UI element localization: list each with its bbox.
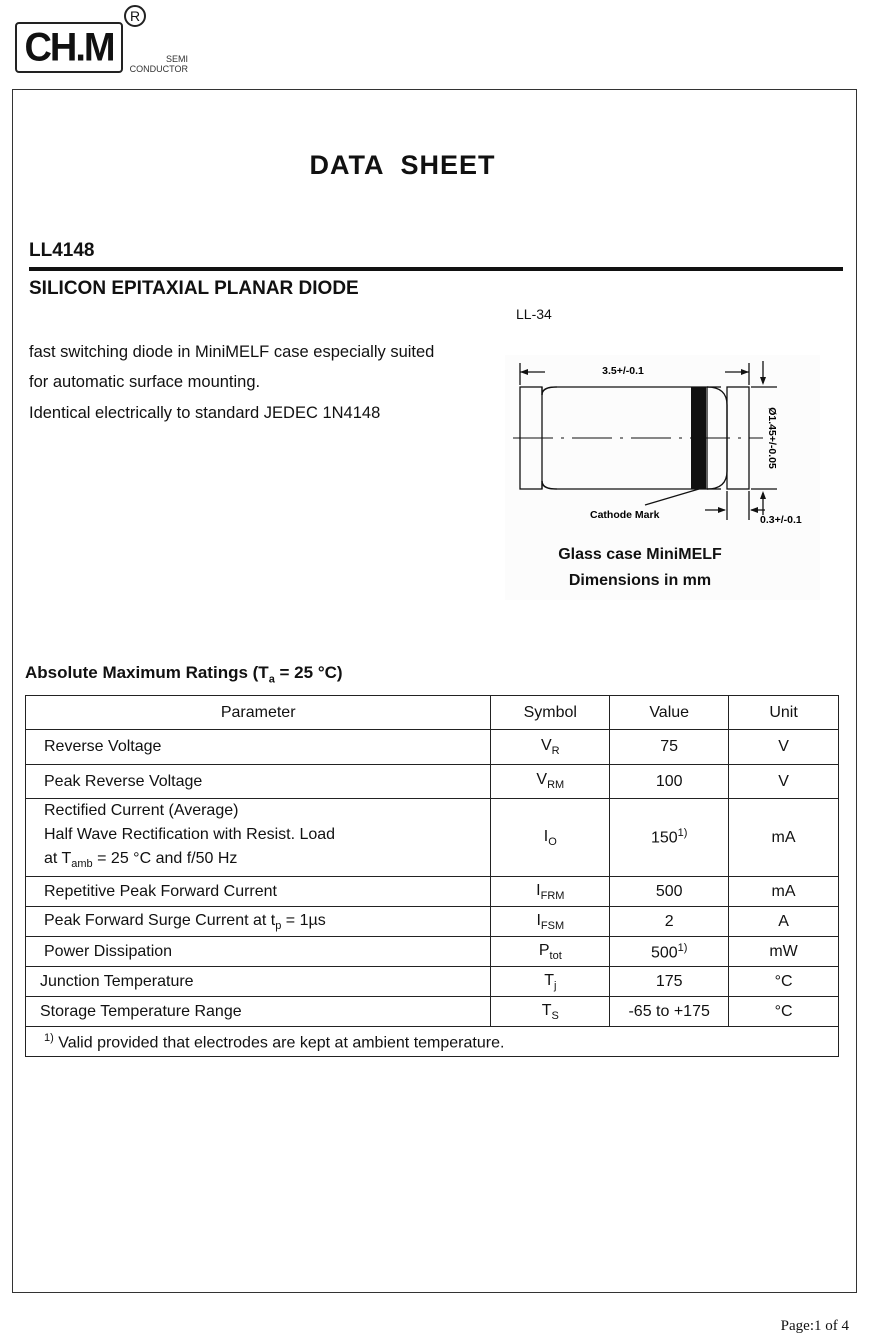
cathode-mark-label: Cathode Mark bbox=[590, 509, 660, 521]
param-text: at T bbox=[44, 850, 72, 867]
logo-sub-conductor: CONDUCTOR bbox=[129, 64, 188, 74]
package-label: LL-34 bbox=[516, 306, 552, 322]
symbol-sub: RM bbox=[547, 779, 565, 792]
footnote-cell bbox=[26, 1027, 839, 1057]
symbol-cell bbox=[491, 799, 610, 877]
symbol: V bbox=[536, 771, 548, 789]
symbol: I bbox=[536, 911, 541, 929]
table-footnote-row bbox=[26, 1027, 839, 1057]
footnote-mark: 1) bbox=[677, 827, 688, 840]
diameter-dimension: Ø1.45+/-0.05 bbox=[766, 407, 778, 469]
param-cell: Repetitive Peak Forward Current bbox=[26, 877, 491, 907]
company-logo bbox=[15, 22, 123, 73]
symbol-cell bbox=[491, 997, 610, 1027]
param-text: Peak Forward Surge Current at t bbox=[44, 911, 276, 929]
param-line: Rectified Current (Average) bbox=[44, 802, 239, 819]
table-row bbox=[26, 877, 839, 907]
unit-cell: V bbox=[729, 730, 839, 765]
unit-cell: V bbox=[729, 765, 839, 799]
symbol-sub: S bbox=[551, 1009, 559, 1022]
symbol-sub: FSM bbox=[540, 919, 565, 932]
symbol: I bbox=[543, 827, 549, 845]
registered-mark: R bbox=[124, 5, 146, 27]
param-text: = 1µs bbox=[281, 911, 326, 929]
symbol-cell bbox=[491, 937, 610, 967]
title-rule bbox=[29, 267, 843, 271]
end-dimension: 0.3+/-0.1 bbox=[760, 514, 802, 526]
cathode-band bbox=[691, 387, 706, 489]
footnote-mark: 1) bbox=[44, 1031, 54, 1044]
table-row bbox=[26, 765, 839, 799]
value-cell: 75 bbox=[610, 730, 729, 765]
page-number: Page:1 of 4 bbox=[780, 1318, 849, 1334]
symbol-sub: j bbox=[553, 979, 557, 992]
header-value: Value bbox=[610, 696, 729, 730]
table-row bbox=[26, 967, 839, 997]
description-line-1: fast switching diode in MiniMELF case especially suited bbox=[29, 343, 435, 361]
ratings-table bbox=[25, 695, 839, 1057]
param-cell bbox=[26, 799, 491, 877]
header-symbol: Symbol bbox=[491, 696, 610, 730]
value-cell bbox=[610, 799, 729, 877]
ratings-title-post: = 25 °C) bbox=[274, 663, 343, 682]
value-cell: 2 bbox=[610, 907, 729, 937]
glass-body bbox=[542, 387, 707, 489]
unit-cell: mW bbox=[729, 937, 839, 967]
symbol-sub: FRM bbox=[540, 889, 565, 902]
param-cell bbox=[26, 907, 491, 937]
logo-sub-semi: SEMI bbox=[165, 54, 188, 64]
symbol: V bbox=[541, 736, 552, 754]
param-cell: Storage Temperature Range bbox=[26, 997, 491, 1027]
footnote-text: Valid provided that electrodes are kept at ambient temperature. bbox=[53, 1033, 505, 1051]
unit-cell: mA bbox=[729, 799, 839, 877]
description-line-3: Identical electrically to standard JEDEC 1N4148 bbox=[29, 404, 381, 422]
value-cell: 500 bbox=[610, 877, 729, 907]
param-text: = 25 °C and f/50 Hz bbox=[92, 850, 238, 867]
length-dimension: 3.5+/-0.1 bbox=[602, 365, 644, 377]
part-number: LL4148 bbox=[29, 240, 95, 261]
unit-cell: A bbox=[729, 907, 839, 937]
symbol-sub: tot bbox=[549, 949, 562, 962]
symbol-cell bbox=[491, 967, 610, 997]
symbol-cell bbox=[491, 877, 610, 907]
symbol: P bbox=[538, 941, 550, 959]
param-sub: p bbox=[275, 919, 282, 932]
ratings-title bbox=[25, 663, 343, 685]
unit-cell: °C bbox=[729, 967, 839, 997]
symbol-sub: R bbox=[551, 745, 560, 758]
unit-cell: mA bbox=[729, 877, 839, 907]
value-cell: -65 to +175 bbox=[610, 997, 729, 1027]
param-cell: Reverse Voltage bbox=[26, 730, 491, 765]
symbol: T bbox=[541, 1001, 552, 1019]
symbol-cell bbox=[491, 765, 610, 799]
table-header-row bbox=[26, 696, 839, 730]
description-line-2: for automatic surface mounting. bbox=[29, 373, 261, 391]
unit-cell: °C bbox=[729, 997, 839, 1027]
param-line: Half Wave Rectification with Resist. Load bbox=[44, 826, 336, 843]
diagram-caption-2: Dimensions in mm bbox=[568, 572, 712, 589]
symbol-cell bbox=[491, 730, 610, 765]
table-row bbox=[26, 730, 839, 765]
table-row bbox=[26, 937, 839, 967]
param-cell: Peak Reverse Voltage bbox=[26, 765, 491, 799]
symbol-cell bbox=[491, 907, 610, 937]
param-cell: Power Dissipation bbox=[26, 937, 491, 967]
table-row bbox=[26, 907, 839, 937]
value-cell: 100 bbox=[610, 765, 729, 799]
value-cell: 175 bbox=[610, 967, 729, 997]
value-cell bbox=[610, 937, 729, 967]
diagram-caption-1: Glass case MiniMELF bbox=[558, 546, 722, 563]
value: 150 bbox=[650, 829, 678, 847]
ratings-title-pre: Absolute Maximum Ratings (T bbox=[25, 663, 269, 682]
logo-text: CH.M bbox=[24, 25, 114, 71]
product-subtitle: SILICON EPITAXIAL PLANAR DIODE bbox=[29, 278, 359, 299]
symbol-sub: O bbox=[548, 835, 557, 848]
page-title: DATA SHEET bbox=[309, 150, 496, 180]
header-parameter: Parameter bbox=[26, 696, 491, 730]
footnote-mark: 1) bbox=[677, 941, 688, 954]
ratings-title-sub: a bbox=[268, 673, 275, 686]
param-cell: Junction Temperature bbox=[26, 967, 491, 997]
table-row bbox=[26, 997, 839, 1027]
param-sub: amb bbox=[71, 858, 93, 871]
table-row bbox=[26, 799, 839, 877]
value: 500 bbox=[650, 943, 678, 961]
param-line bbox=[44, 847, 490, 876]
symbol: T bbox=[544, 971, 554, 989]
header-unit: Unit bbox=[729, 696, 839, 730]
symbol: I bbox=[536, 881, 541, 899]
